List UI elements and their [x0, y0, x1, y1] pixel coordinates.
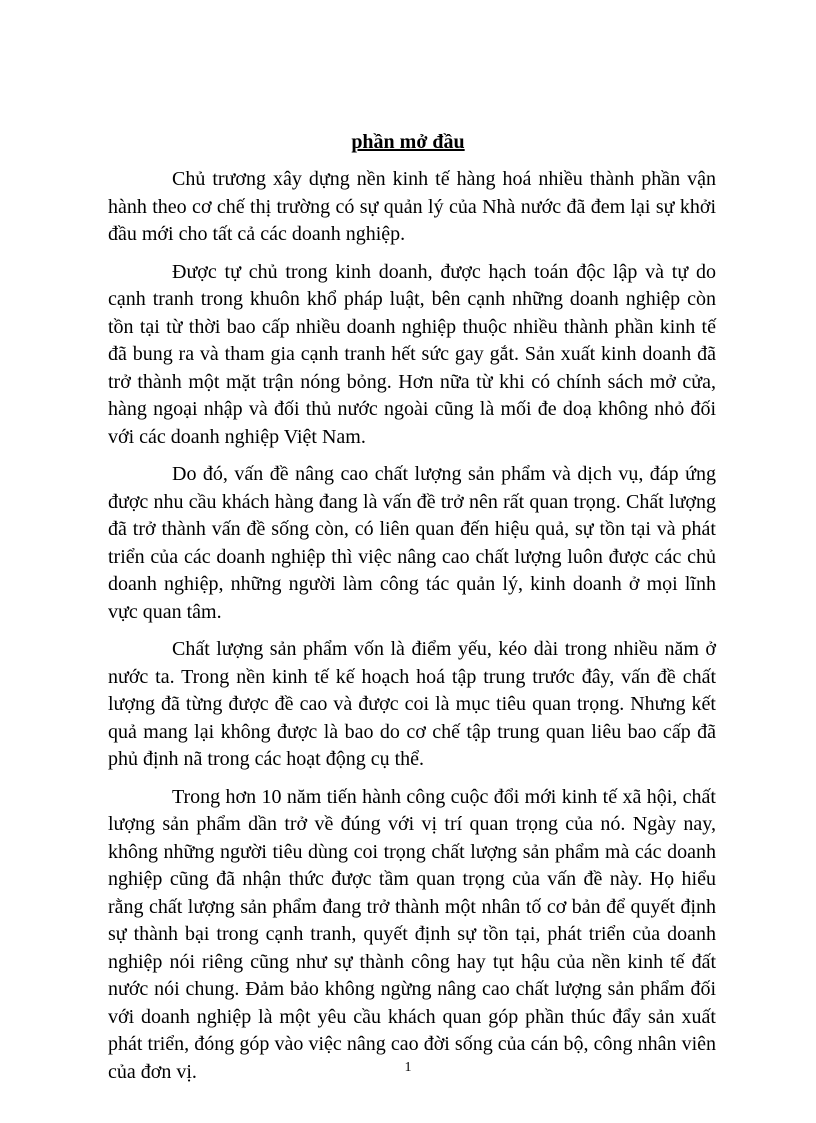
page-number: 1 [404, 1060, 412, 1075]
paragraph-5: Trong hơn 10 năm tiến hành công cuộc đổi mới kinh tế xã hội, chất lượng sản phẩm dần trở về đúng với vị trí quan trọng của nó. Ngày nay, không những người tiêu dùng coi trọng chất lượng sản phẩm mà các doanh nghiệp cũng đã nhận thức được tầm quan trọng của vấn đề này. Họ hiểu rằng chất lượng sản phẩm đang trở thành một nhân tố cơ bản để quyết định sự thành bại trong cạnh tranh, quyết định sự tồn tại, phát triển của doanh nghiệp nói riêng cũng như sự thành công hay tụt hậu của nền kinh tế đất nước nói chung. Đảm bảo không ngừng nâng cao chất lượng sản phẩm đối với doanh nghiệp là một yêu cầu khách quan góp phần thúc đẩy sản xuất phát triển, đóng góp vào việc nâng cao đời sống của cán bộ, công nhân viên của đơn vị. [108, 785, 716, 1083]
paragraph-4: Chất lượng sản phẩm vốn là điểm yếu, kéo dài trong nhiều năm ở nước ta. Trong nền kinh tế kế hoạch hoá tập trung trước đây, vấn đề chất lượng đã từng được đề cao và được coi là mục tiêu quan trọng. Nhưng kết quả mang lại không được là bao do cơ chế tập trung quan liêu bao cấp đã phủ định nã trong các hoạt động cụ thể. [108, 638, 716, 770]
paragraph-2: Được tự chủ trong kinh doanh, được hạch toán độc lập và tự do cạnh tranh trong khuôn khổ pháp luật, bên cạnh những doanh nghiệp còn tồn tại từ thời bao cấp nhiều doanh nghiệp thuộc nhiều thành phần kinh tế đã bung ra và tham gia cạnh tranh hết sức gay gắt. Sản xuất kinh doanh đã trở thành một mặt trận nóng bỏng. Hơn nữa từ khi có chính sách mở cửa, hàng ngoại nhập và đối thủ nước ngoài cũng là mối đe doạ không nhỏ đối với các doanh nghiệp Việt Nam. [108, 260, 716, 448]
document-body [108, 166, 716, 1096]
paragraph-1: Chủ trương xây dựng nền kinh tế hàng hoá nhiều thành phần vận hành theo cơ chế thị trường có sự quản lý của Nhà nước đã đem lại sự khởi đầu mới cho tất cả các doanh nghiệp. [108, 168, 716, 245]
paragraph-3: Do đó, vấn đề nâng cao chất lượng sản phẩm và dịch vụ, đáp ứng được nhu cầu khách hàng đang là vấn đề trở nên rất quan trọng. Chất lượng đã trở thành vấn đề sống còn, có liên quan đến hiệu quả, sự tồn tại và phát triển của các doanh nghiệp thì việc nâng cao chất lượng luôn được các chủ doanh nghiệp, những người làm công tác quản lý, kinh doanh ở mọi lĩnh vực quan tâm. [108, 463, 716, 623]
page-title: phần mở đầu [351, 131, 465, 153]
